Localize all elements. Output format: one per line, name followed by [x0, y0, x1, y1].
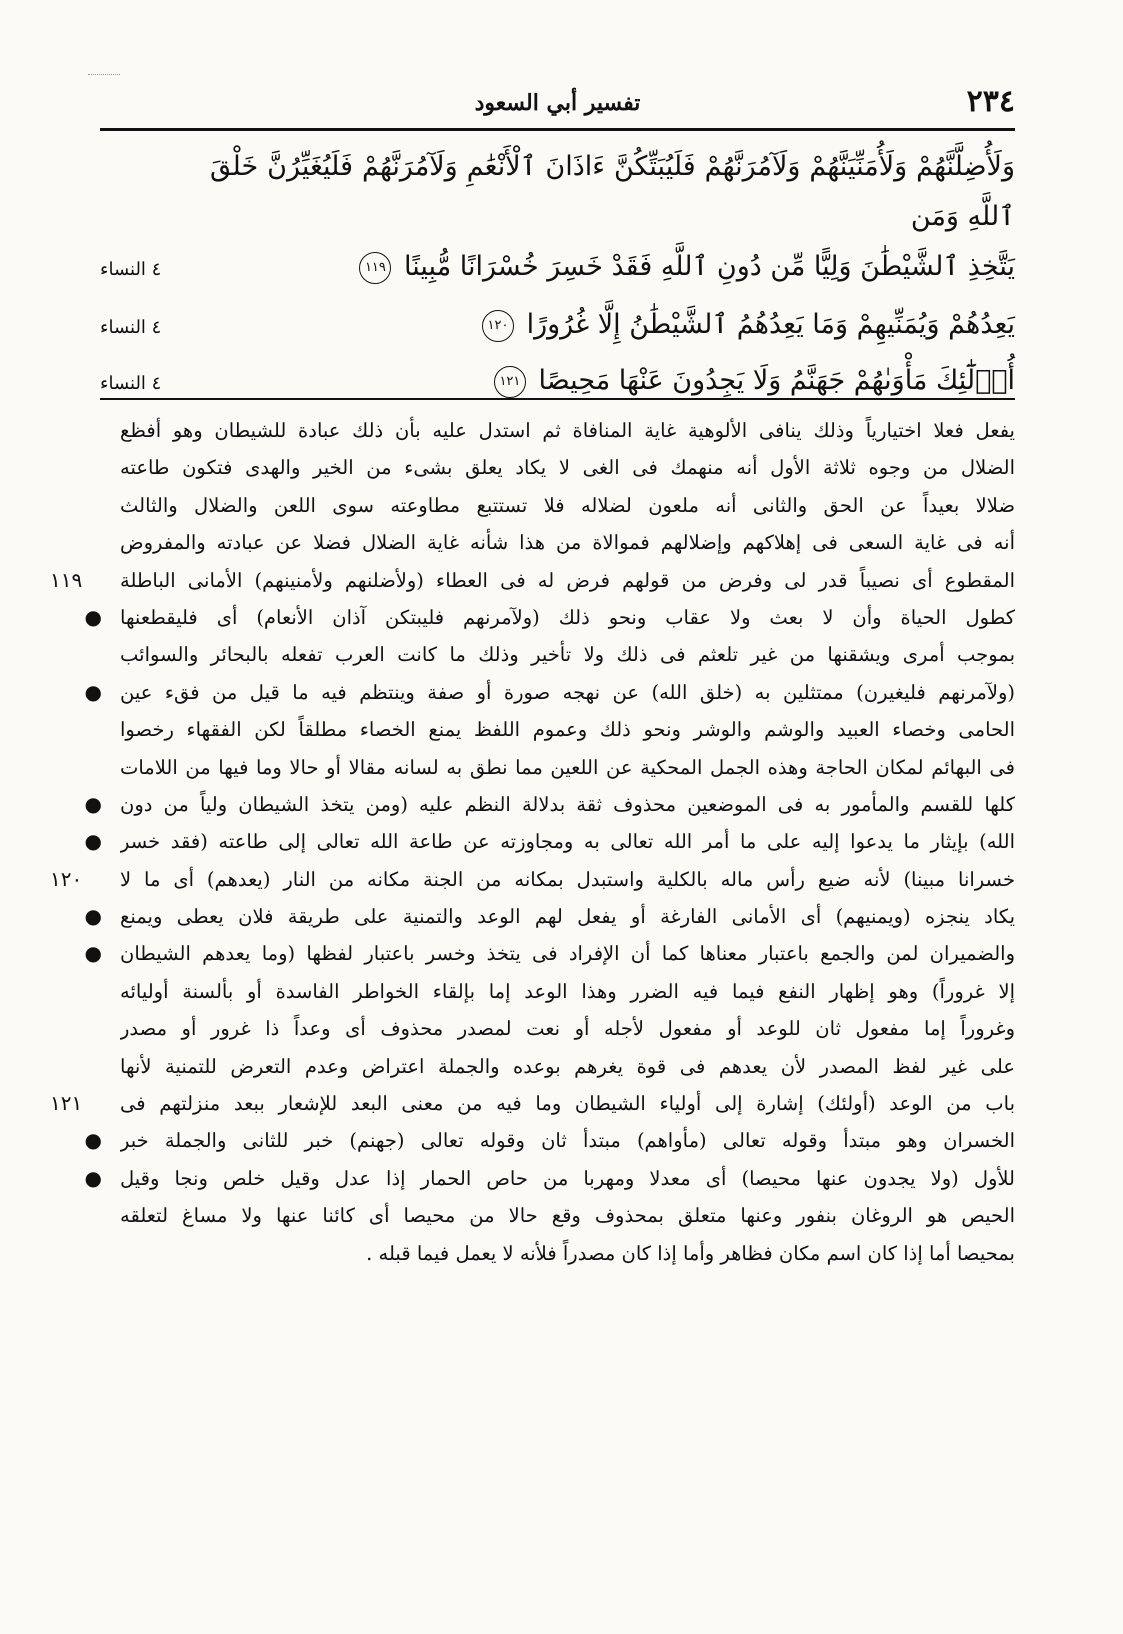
commentary-line: يكاد ينجزه (ويمنيهم) أى الأمانى الفارغة أو يفعل لهم الوعد والتمنية على طريقة فلان يعطى ويمنع: [120, 905, 1015, 929]
gutter-row: [50, 1122, 110, 1159]
commentary-line: الضلال من وجوه ثلاثة الأول أنه منهمك فى الغى لا يكاد يعلق بشىء من الخير والهدى فتكون طاعته: [120, 456, 1015, 480]
commentary-line: أنه فى غاية السعى فى إهلاكهم وإضلالهم فموالاة من هذا شأنه غاية الضلال فضلا عن عبادته والمفروض: [120, 531, 1015, 555]
commentary-line: الحامى وخصاء العبيد والوشم والوشر ونحو ذلك وعموم اللفظ يمنع الخصاء مطلقاً لكن الفقهاء رخصوا: [120, 718, 1015, 742]
surah-reference: ٤ النساء: [100, 259, 162, 280]
gutter-row: [50, 711, 110, 748]
verse-text: [210, 300, 1015, 350]
commentary-text: [120, 412, 1015, 1272]
gutter-row: [50, 636, 110, 673]
gutter-row: [50, 973, 110, 1010]
bullet-icon: ●: [84, 1165, 102, 1190]
commentary-line: الخسران وهو مبتدأ وقوله تعالى (مأواهم) مبتدأ ثان وقوله تعالى (جهنم) خبر للثانى والجملة خبر: [120, 1129, 1015, 1153]
verse-text: [210, 142, 1015, 292]
gutter-row: [50, 524, 110, 561]
ayah-marker: ١٢٠: [482, 310, 514, 342]
ayah-marker: ١١٩: [359, 252, 391, 284]
ayah-marker: ١٢١: [494, 366, 526, 398]
commentary-line: بمحيصا أما إذا كان اسم مكان فظاهر وأما إذا كان مصدراً فلأنه لا يعمل فيما قبله .: [366, 1241, 1015, 1265]
gutter-row: [50, 412, 110, 449]
gutter-row: [50, 1085, 110, 1122]
commentary-line: يفعل فعلا اختيارياً وذلك ينافى الألوهية غاية المنافاة ثم استدل عليه بأن ذلك عبادة للشيطان وهو أفظع: [120, 419, 1015, 442]
page-title: تفسير أبي السعود: [474, 90, 641, 116]
surah-reference: ٤ النساء: [100, 373, 162, 394]
commentary-line: الله) بإيثار ما يدعوا إليه على ما أمر الله تعالى به ومجاوزته عن طاعة الله تعالى إلى طاعته (فقد خسر: [120, 830, 1015, 854]
bullet-icon: ●: [84, 941, 102, 966]
commentary-gutter: [50, 412, 110, 1272]
commentary-line: على غير لفظ المصدر لأن يعدهم فى قوة يغرهم بوعده والجملة اعتراض وعدم التعرض للتمنية لأنها: [120, 1054, 1015, 1078]
commentary-line: للأول (ولا يجدون عنها محيصا) أى معدلا ومهربا من حاص الحمار إذا عدل وقيل خلص ونجا وقيل: [120, 1166, 1015, 1190]
commentary-line: المقطوع أى نصيباً قدر لى وفرض من قولهم فرض له فى العطاء (ولأضلنهم ولأمنينهم) الأمانى الباطلة: [120, 568, 1015, 592]
bullet-icon: ●: [84, 829, 102, 854]
gutter-row: [50, 562, 110, 599]
verse-line: وَلَأُضِلَّنَّهُمْ وَلَأُمَنِّيَنَّهُمْ وَلَآمُرَنَّهُمْ فَلَيُبَتِّكُنَّ ءَاذَانَ ٱلْأَنْعَٰمِ وَلَآمُرَنَّهُمْ فَلَيُغَيِّرُنَّ خَلْقَ ٱللَّهِ وَمَن: [210, 151, 1015, 232]
gutter-row: [50, 749, 110, 786]
gutter-row: [50, 861, 110, 898]
gutter-row: [50, 898, 110, 935]
gutter-row: [50, 599, 110, 636]
verse-120: [100, 300, 1015, 350]
commentary-line: والضميران لمن والجمع باعتبار معناها كما أن الإفراد فى يتخذ وخسر باعتبار لفظها (وما يعدهم الشيطان: [120, 942, 1015, 966]
commentary-line: باب من الوعد (أولئك) إشارة إلى أولياء الشيطان وما فيه من معنى البعد للإشعار ببعد منزلتهم فى: [120, 1092, 1015, 1116]
gutter-row: [50, 449, 110, 486]
gutter-row: [50, 674, 110, 711]
page-speck: [88, 74, 120, 75]
verse-line-text: يَتَّخِذِ ٱلشَّيْطَٰنَ وَلِيًّا مِّن دُونِ ٱللَّهِ فَقَدْ خَسِرَ خُسْرَانًا مُّبِينًا: [404, 251, 1015, 282]
gutter-row: [50, 786, 110, 823]
page-header: [100, 84, 1015, 124]
gutter-row: [50, 1010, 110, 1047]
quran-verses: [100, 140, 1015, 406]
verse-number-marker: ١١٩: [50, 567, 83, 592]
commentary-line: إلا غروراً) وهو إظهار النفع فيما فيه الضرر وهذا الوعد إما بإلقاء الخواطر الفاسدة أو بألسنة أوليائه: [120, 979, 1015, 1003]
bullet-icon: ●: [84, 1128, 102, 1153]
header-rule: [100, 128, 1015, 131]
surah-reference: ٤ النساء: [100, 317, 162, 338]
commentary-line: فى البهائم لمكان الحاجة وهذه الجمل المحكية عن اللعين مما نطق به لسانه مقالا أو حالا وما فيها من اللامات: [120, 755, 1015, 779]
commentary-line: خسرانا مبينا) لأنه ضيع رأس ماله بالكلية واستبدل بمكانه من الجنة مكانه من النار (يعدهم) أى ما لا: [120, 867, 1015, 891]
commentary-line: كلها للقسم والمأمور به فى الموضعين محذوف ثقة بدلالة النظم عليه (ومن يتخذ الشيطان ولياً من دون: [120, 792, 1015, 816]
gutter-row: [50, 823, 110, 860]
bullet-icon: ●: [84, 904, 102, 929]
verse-119: [100, 142, 1015, 292]
verse-number-marker: ١٢١: [50, 1091, 83, 1116]
gutter-row: [50, 1197, 110, 1234]
bullet-icon: ●: [84, 679, 102, 704]
page-number: ٢٣٤: [966, 84, 1015, 119]
verse-line: [210, 242, 1015, 292]
verse-line-text: أُو۟لَٰٓئِكَ مَأْوَىٰهُمْ جَهَنَّمُ وَلَا يَجِدُونَ عَنْهَا مَحِيصًا: [538, 365, 1015, 396]
verse-number-marker: ١٢٠: [50, 866, 83, 891]
bullet-icon: ●: [84, 791, 102, 816]
section-rule: [100, 398, 1015, 400]
gutter-row: [50, 935, 110, 972]
commentary-line: كطول الحياة وأن لا بعث ولا عقاب ونحو ذلك (ولآمرنهم فليبتكن آذان الأنعام) أى فليقطعنها: [120, 605, 1015, 629]
gutter-row: [50, 1235, 110, 1272]
commentary-line: (ولآمرنهم فليغيرن) ممتثلين به (خلق الله) عن نهجه صورة أو صفة وينتظم فيه ما قيل من فقء عين: [120, 680, 1015, 704]
commentary-line: بموجب أمرى ويشقنها من غير تلعثم فى ذلك ولا تأخير وذلك ما كانت العرب تفعله بالبحائر والسوائب: [120, 643, 1015, 667]
gutter-row: [50, 1048, 110, 1085]
commentary-line: الحيص هو الروغان بنفور وعنها متعلق بمحذوف وقع حالا من محيصا أى كائنا عنها ولا مساغ لتعلقه: [120, 1204, 1015, 1228]
gutter-row: [50, 1160, 110, 1197]
bullet-icon: ●: [84, 604, 102, 629]
commentary-line: وغروراً إما مفعول ثان للوعد أو مفعول لأجله أو نعت لمصدر محذوف أى وعداً ذا غرور أو مصدر: [120, 1017, 1015, 1041]
verse-line-text: يَعِدُهُمْ وَيُمَنِّيهِمْ وَمَا يَعِدُهُمُ ٱلشَّيْطَٰنُ إِلَّا غُرُورًا: [526, 309, 1015, 340]
gutter-row: [50, 487, 110, 524]
commentary-line: ضلالا بعيداً عن الحق والثانى أنه ملعون لضلاله فلا تستتبع مطاوعته سوى اللعن والضلال والثالث: [120, 493, 1015, 517]
